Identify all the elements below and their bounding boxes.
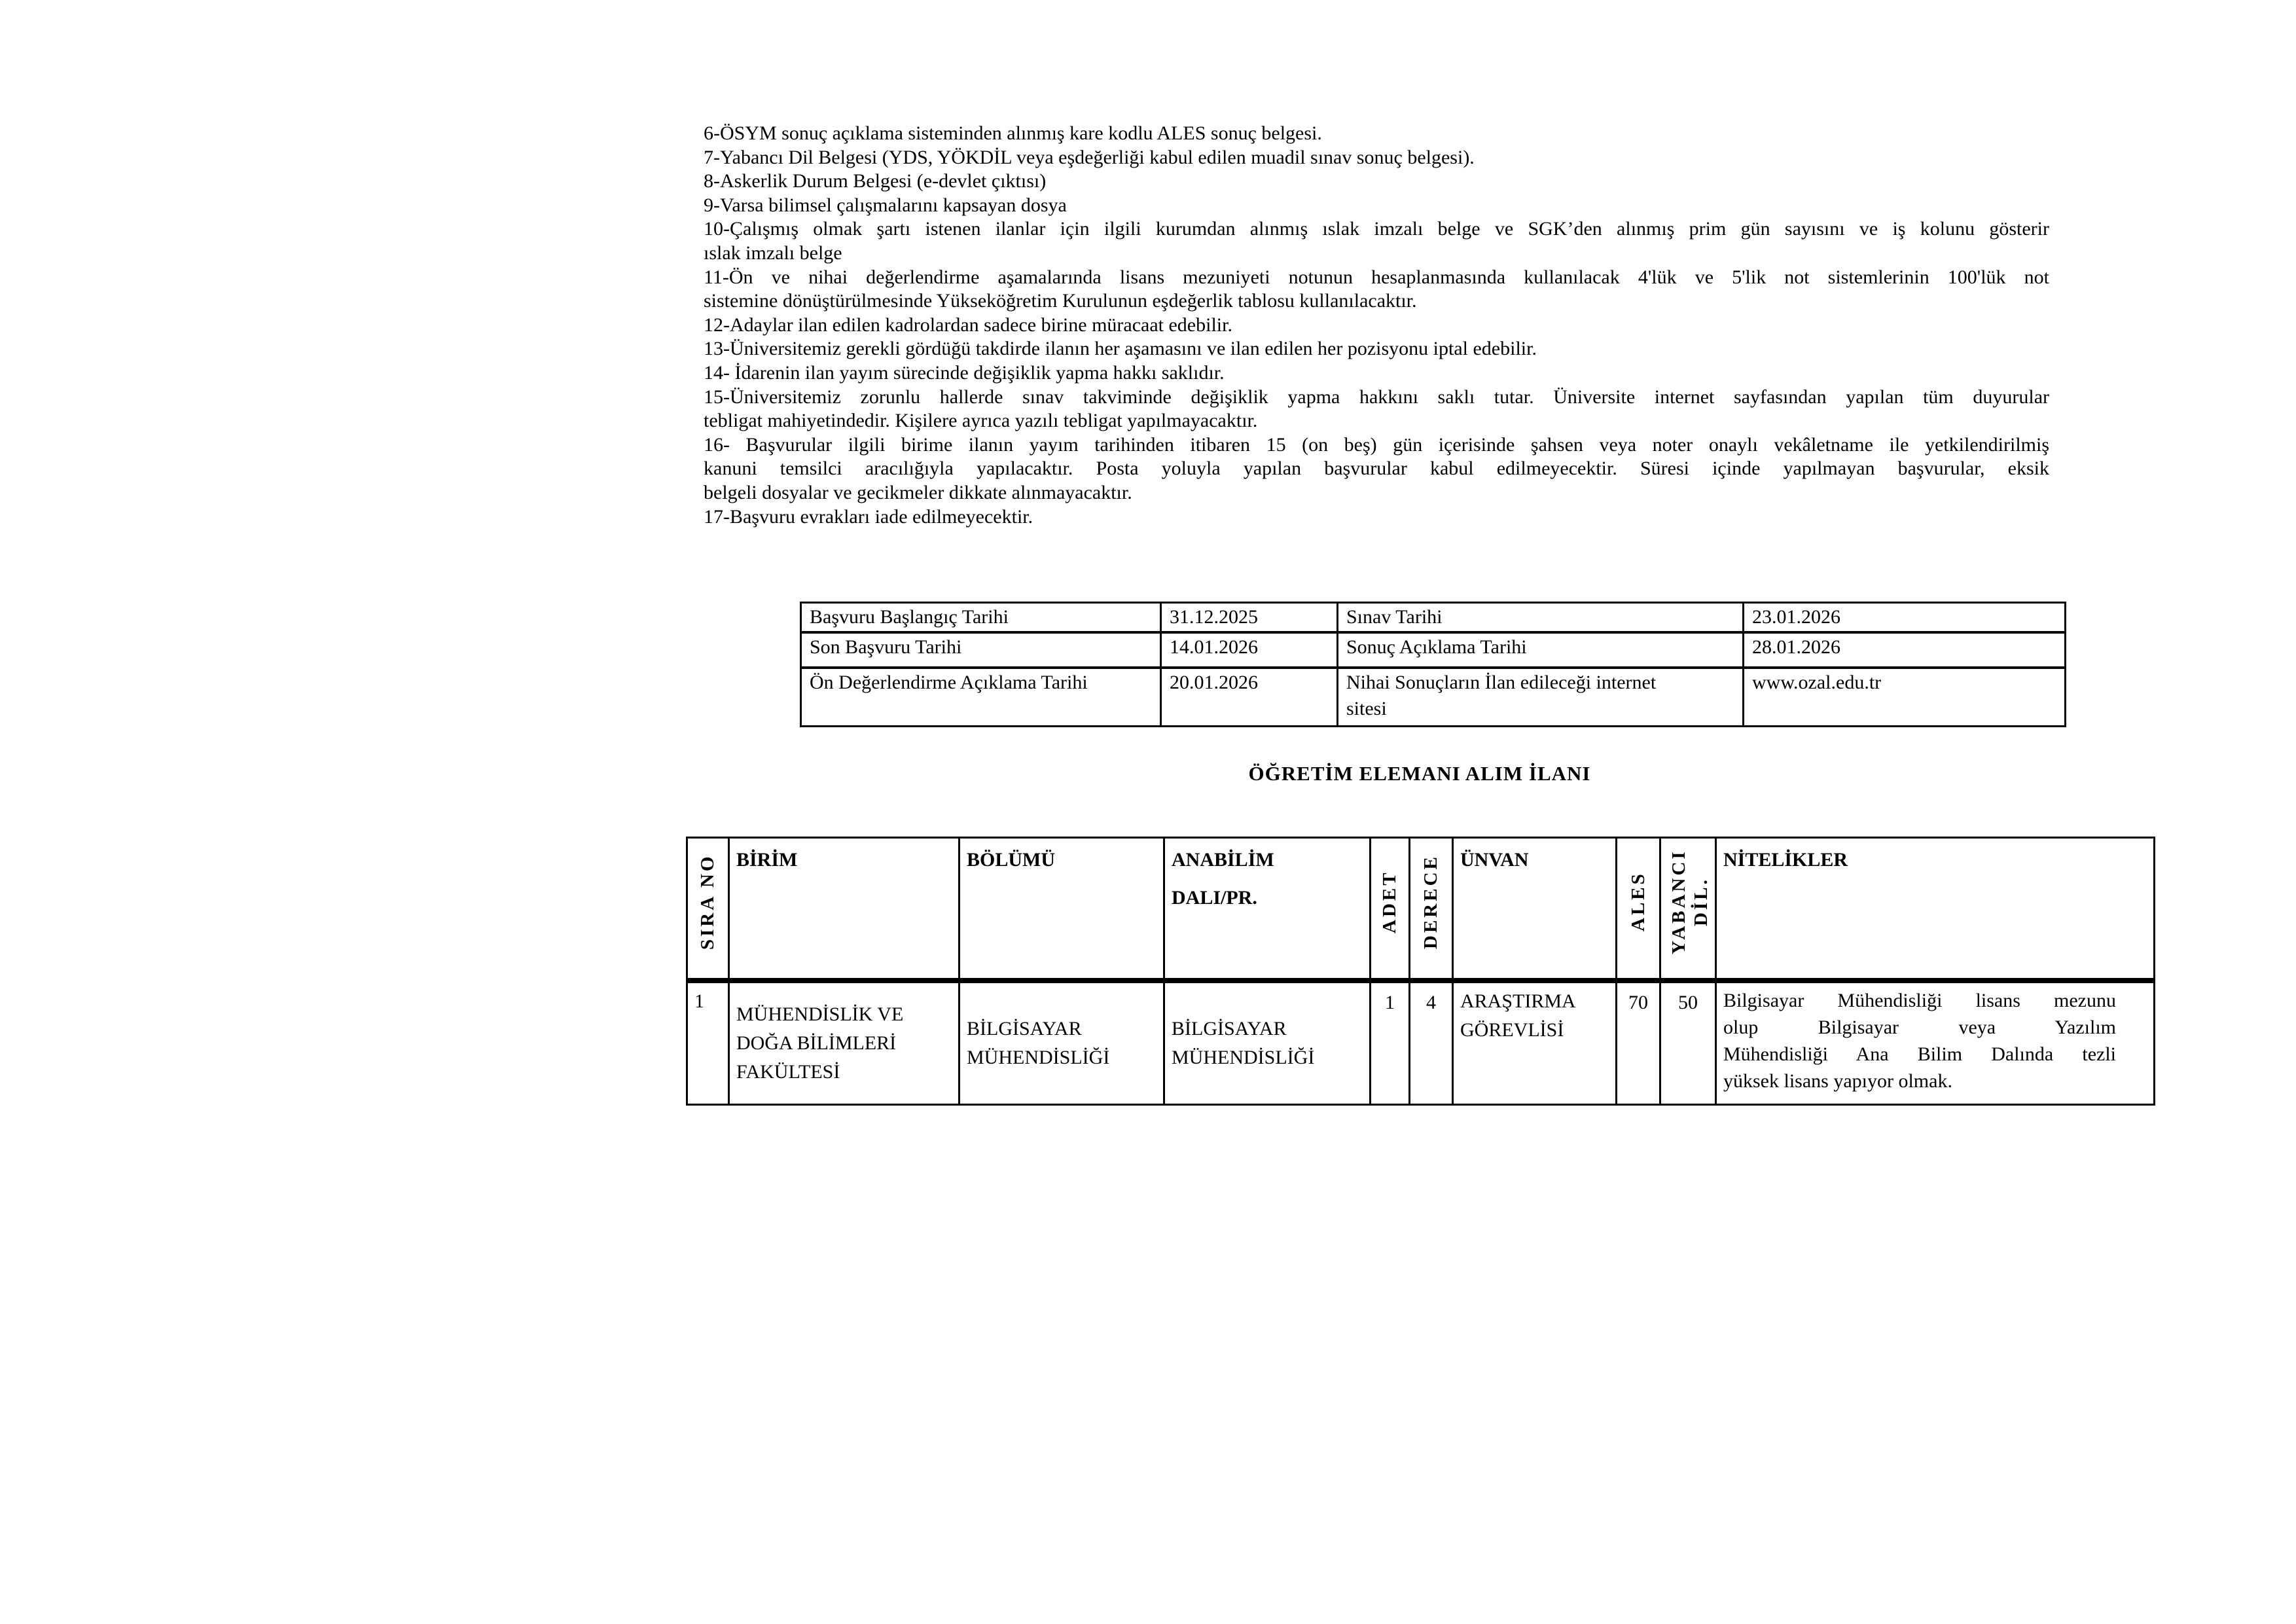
header-yabanci-dil-label: YABANCI DİL. bbox=[1668, 849, 1712, 954]
note-line: 17-Başvuru evrakları iade edilmeyecektir. bbox=[704, 505, 1033, 528]
note-line: 15-Üniversitemiz zorunlu hallerde sınav takviminde değişiklik yapma hakkını saklı tutar. Üniversite internet sayfasından yapılan tüm duyurular bbox=[704, 386, 2049, 408]
nitelikler-text bbox=[1723, 987, 2116, 1094]
note-line: belgeli dosyalar ve gecikmeler dikkate alınmayacaktır. bbox=[704, 481, 1132, 503]
cell-bolumu bbox=[960, 981, 1164, 1105]
header-ales bbox=[1617, 838, 1660, 981]
note-line: sistemine dönüştürülmesinde Yükseköğretim Kurulunun eşdeğerlik tablosu kullanılacaktır. bbox=[704, 290, 1417, 312]
date-label-on-degerlendirme: Ön Değerlendirme Açıklama Tarihi bbox=[801, 668, 1161, 727]
date-label-son-basvuru: Son Başvuru Tarihi bbox=[801, 632, 1161, 668]
note-item-8 bbox=[704, 170, 2049, 194]
note-item-14 bbox=[704, 361, 2049, 386]
positions-table bbox=[686, 837, 2155, 1106]
note-line: 7-Yabancı Dil Belgesi (YDS, YÖKDİL veya eşdeğerliği kabul edilen muadil sınav sonuç belgesi). bbox=[704, 146, 1475, 168]
cell-nitelikler bbox=[1716, 981, 2155, 1105]
note-line: kanuni temsilci aracılığıyla yapılacaktır. Posta yoluyla yapılan başvurular kabul edilmeyecektir. Süresi içinde yapılmayan başvurular, eksik bbox=[704, 458, 2049, 480]
cell-line: Mühendisliği Ana Bilim Dalında tezli bbox=[1723, 1043, 2116, 1065]
header-derece-label: DERECE bbox=[1420, 854, 1442, 949]
header-line: DALI/PR. bbox=[1172, 887, 1257, 909]
cell-line: BİLGİSAYAR bbox=[1172, 1018, 1287, 1039]
note-item-7 bbox=[704, 146, 2049, 170]
cell-line: olup Bilgisayar veya Yazılım bbox=[1723, 1017, 2116, 1038]
header-adet-label: ADET bbox=[1379, 870, 1401, 933]
header-ales-label: ALES bbox=[1627, 871, 1649, 932]
cell-line: GÖREVLİSİ bbox=[1460, 1019, 1564, 1041]
date-value-basvuru-baslangic: 31.12.2025 bbox=[1161, 603, 1338, 633]
header-nitelikler: NİTELİKLER bbox=[1716, 838, 2155, 981]
note-line: ıslak imzalı belge bbox=[704, 242, 842, 264]
note-line: 10-Çalışmış olmak şartı istenen ilanlar için ilgili kurumdan alınmış ıslak imzalı belge ve SGK’den alınmış prim gün sayısını ve iş kolunu gösterir bbox=[704, 218, 2049, 240]
date-label-basvuru-baslangic: Başvuru Başlangıç Tarihi bbox=[801, 603, 1161, 633]
note-line: 8-Askerlik Durum Belgesi (e-devlet çıktısı) bbox=[704, 170, 1047, 192]
note-item-13 bbox=[704, 337, 2049, 361]
note-item-9 bbox=[704, 194, 2049, 218]
header-unvan: ÜNVAN bbox=[1453, 838, 1617, 981]
table-header-row bbox=[687, 838, 2155, 981]
label-line: Nihai Sonuçların İlan edileceği internet bbox=[1346, 672, 1657, 693]
cell-line: FAKÜLTESİ bbox=[736, 1061, 840, 1083]
header-bolumu: BÖLÜMÜ bbox=[960, 838, 1164, 981]
note-item-15 bbox=[704, 386, 2049, 433]
label-line: sitesi bbox=[1346, 698, 1387, 719]
note-line: 12-Adaylar ilan edilen kadrolardan sadece birine müracaat edebilir. bbox=[704, 314, 1232, 336]
note-line: tebligat mahiyetindedir. Kişilere ayrıca yazılı tebligat yapılmayacaktır. bbox=[704, 410, 1258, 432]
cell-ales: 70 bbox=[1617, 981, 1660, 1105]
cell-yabanci-dil: 50 bbox=[1660, 981, 1716, 1105]
cell-birim bbox=[729, 981, 960, 1105]
header-anabilim-dali bbox=[1164, 838, 1371, 981]
date-value-son-basvuru: 14.01.2026 bbox=[1161, 632, 1338, 668]
cell-line: DOĞA BİLİMLERİ bbox=[736, 1032, 897, 1054]
cell-line: BİLGİSAYAR bbox=[967, 1018, 1082, 1039]
cell-line: yüksek lisans yapıyor olmak. bbox=[1723, 1070, 1952, 1092]
application-dates-table bbox=[800, 602, 2066, 727]
cell-adet: 1 bbox=[1371, 981, 1410, 1105]
note-line: 11-Ön ve nihai değerlendirme aşamalarında lisans mezuniyeti notunun hesaplanmasında kullanılacak 4'lük ve 5'lik not sistemlerinin 100'lük not bbox=[704, 266, 2049, 288]
date-value-sinav-tarihi: 23.01.2026 bbox=[1744, 603, 2066, 633]
note-item-17 bbox=[704, 505, 2049, 530]
cell-line: MÜHENDİSLİĞİ bbox=[967, 1047, 1110, 1068]
date-value-website: www.ozal.edu.tr bbox=[1744, 668, 2066, 727]
date-value-sonuc-aciklama: 28.01.2026 bbox=[1744, 632, 2066, 668]
cell-sira-no: 1 bbox=[687, 981, 729, 1105]
date-value-on-degerlendirme: 20.01.2026 bbox=[1161, 668, 1338, 727]
header-adet bbox=[1371, 838, 1410, 981]
note-item-12 bbox=[704, 314, 2049, 338]
note-line: 6-ÖSYM sonuç açıklama sisteminden alınmış kare kodlu ALES sonuç belgesi. bbox=[704, 122, 1322, 144]
note-item-11 bbox=[704, 266, 2049, 314]
header-sira-no bbox=[687, 838, 729, 981]
header-derece bbox=[1410, 838, 1453, 981]
note-item-16 bbox=[704, 433, 2049, 505]
note-item-10 bbox=[704, 217, 2049, 265]
table-row bbox=[801, 668, 2066, 727]
note-line: 9-Varsa bilimsel çalışmalarını kapsayan dosya bbox=[704, 194, 1067, 216]
header-sira-no-label: SIRA NO bbox=[697, 854, 719, 950]
notes-block bbox=[704, 122, 2049, 529]
date-label-nihai-sonuc-sitesi bbox=[1338, 668, 1744, 727]
header-yabanci-dil bbox=[1660, 838, 1716, 981]
date-label-sonuc-aciklama: Sonuç Açıklama Tarihi bbox=[1338, 632, 1744, 668]
table-row bbox=[801, 632, 2066, 668]
note-line: 13-Üniversitemiz gerekli gördüğü takdirde ilanın her aşamasını ve ilan edilen her pozisyonu iptal edebilir. bbox=[704, 338, 1537, 360]
cell-unvan bbox=[1453, 981, 1617, 1105]
header-line: ANABİLİM bbox=[1172, 849, 1274, 871]
note-line: 16- Başvurular ilgili birime ilanın yayım tarihinden itibaren 15 (on beş) gün içerisinde şahsen veya noter onaylı vekâletname ile yetkilendirilmiş bbox=[704, 433, 2049, 456]
note-item-6 bbox=[704, 122, 2049, 146]
cell-line: MÜHENDİSLİK VE bbox=[736, 1003, 904, 1025]
date-label-sinav-tarihi: Sınav Tarihi bbox=[1338, 603, 1744, 633]
cell-line: ARAŞTIRMA bbox=[1460, 990, 1576, 1012]
cell-derece: 4 bbox=[1410, 981, 1453, 1105]
header-birim: BİRİM bbox=[729, 838, 960, 981]
table-data-row bbox=[687, 981, 2155, 1105]
cell-line: Bilgisayar Mühendisliği lisans mezunu bbox=[1723, 990, 2116, 1011]
page-title: ÖĞRETİM ELEMANI ALIM İLANI bbox=[1248, 762, 1591, 785]
note-line: 14- İdarenin ilan yayım sürecinde değişiklik yapma hakkı saklıdır. bbox=[704, 361, 1225, 384]
cell-anabilim-dali bbox=[1164, 981, 1371, 1105]
cell-line: MÜHENDİSLİĞİ bbox=[1172, 1047, 1315, 1068]
table-row bbox=[801, 603, 2066, 633]
